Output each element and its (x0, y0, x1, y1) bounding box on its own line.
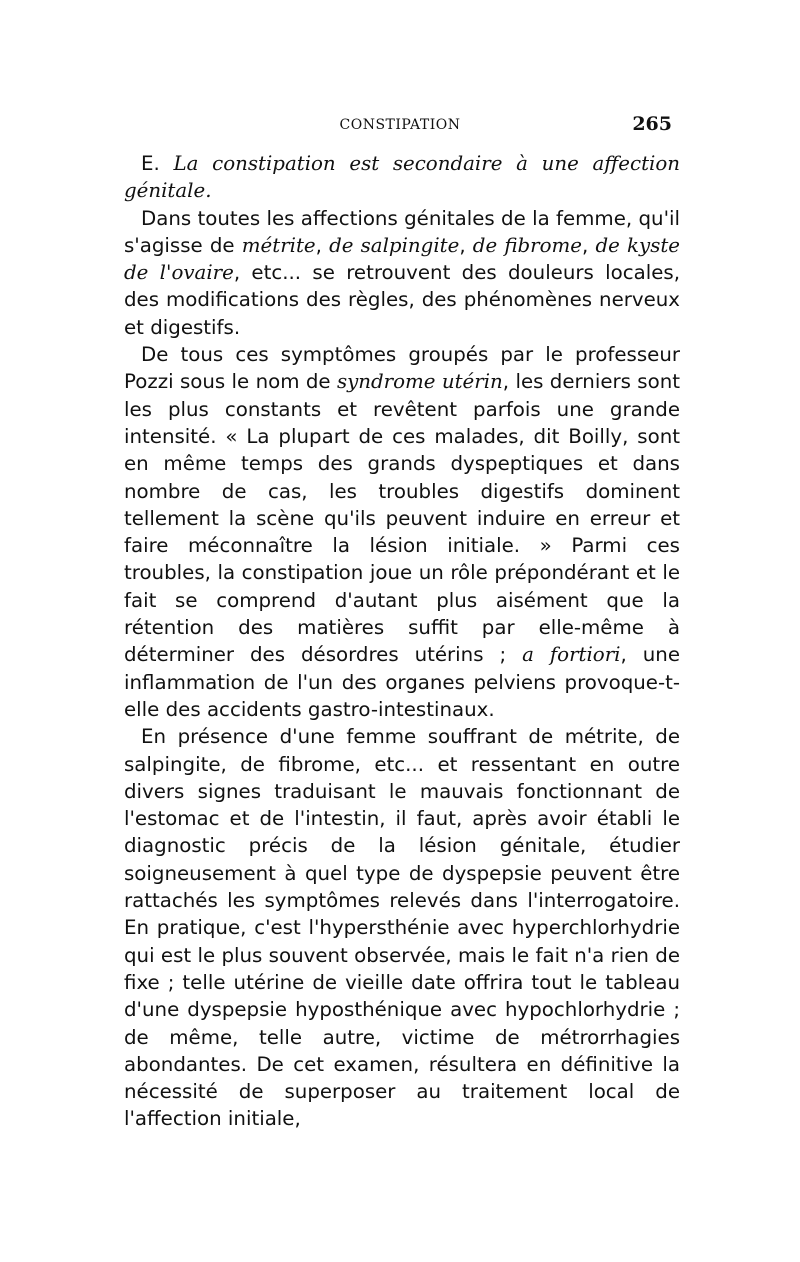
running-head (120, 113, 680, 143)
p1-italic-kyste: de kyste de l'ovaire (124, 233, 680, 285)
p1-italic-metrite: métrite (241, 233, 316, 257)
p2-text-3: , une inflammation de l'un des organes pelviens provoque-t-elle des accidents gastro-intestinaux. (124, 643, 680, 721)
page-body (124, 150, 680, 1133)
page-number: 265 (632, 113, 672, 135)
p1-italic-salpingite: de salpingite (329, 233, 460, 257)
paragraph-1 (124, 205, 680, 341)
p1-text-5: , etc... se retrouvent des douleurs locales, des modifications des règles, des phénomènes nerveux et digestifs. (124, 261, 681, 339)
paragraph-2 (124, 341, 680, 723)
p2-italic-syndrome: syndrome utérin (336, 370, 503, 394)
p2-italic-fortiori: a fortiori (522, 643, 621, 667)
p1-text-4: , (582, 233, 596, 257)
running-title: CONSTIPATION (339, 117, 461, 133)
section-title: La constipation est secondaire à une affection génitale. (124, 152, 680, 203)
section-label: E. (141, 152, 160, 175)
p1-text-3: , (459, 233, 473, 257)
p1-italic-fibrome: de fibrome (472, 233, 583, 257)
p2-text-2: , les derniers sont les plus constants et revêtent parfois une grande intensité. « La plupart de ces malades, dit Boilly, sont en même temps des grands dyspeptiques et dans nombre de cas, les troubles digestifs dominent tellement la scène qu'ils peuvent induire en erreur et faire méconnaître la lésion initiale. » Parmi ces troubles, la constipation joue un rôle prépondérant et le fait se comprend d'autant plus aisément que la rétention des matières suffit par elle-même à déterminer des désordres utérins ; (124, 370, 680, 667)
p1-text-2: , (315, 233, 330, 257)
p2-text-1: De tous ces symptômes groupés par le professeur Pozzi sous le nom de (124, 343, 680, 394)
section-heading (124, 150, 680, 205)
p1-text-1: Dans toutes les affections génitales de la femme, qu'il s'agisse de (124, 206, 680, 257)
paragraph-3: En présence d'une femme souffrant de métrite, de salpingite, de fibrome, etc... et ressentant en outre divers signes traduisant le mauvais fonctionnant de l'estomac et de l'intestin, il faut, après avoir établi le diagnostic précis de la lésion génitale, étudier soigneusement à quel type de dyspepsie peuvent être rattachés les symptômes relevés dans l'interrogatoire. En pratique, c'est l'hypersthénie avec hyperchlorhydrie qui est le plus souvent observée, mais le fait n'a rien de fixe ; telle utérine de vieille date offrira tout le tableau d'une dyspepsie hyposthénique avec hypochlorhydrie ; de même, telle autre, victime de métrorrhagies abondantes. De cet examen, résultera en définitive la nécessité de superposer au traitement local de l'affection initiale, (124, 725, 680, 1131)
